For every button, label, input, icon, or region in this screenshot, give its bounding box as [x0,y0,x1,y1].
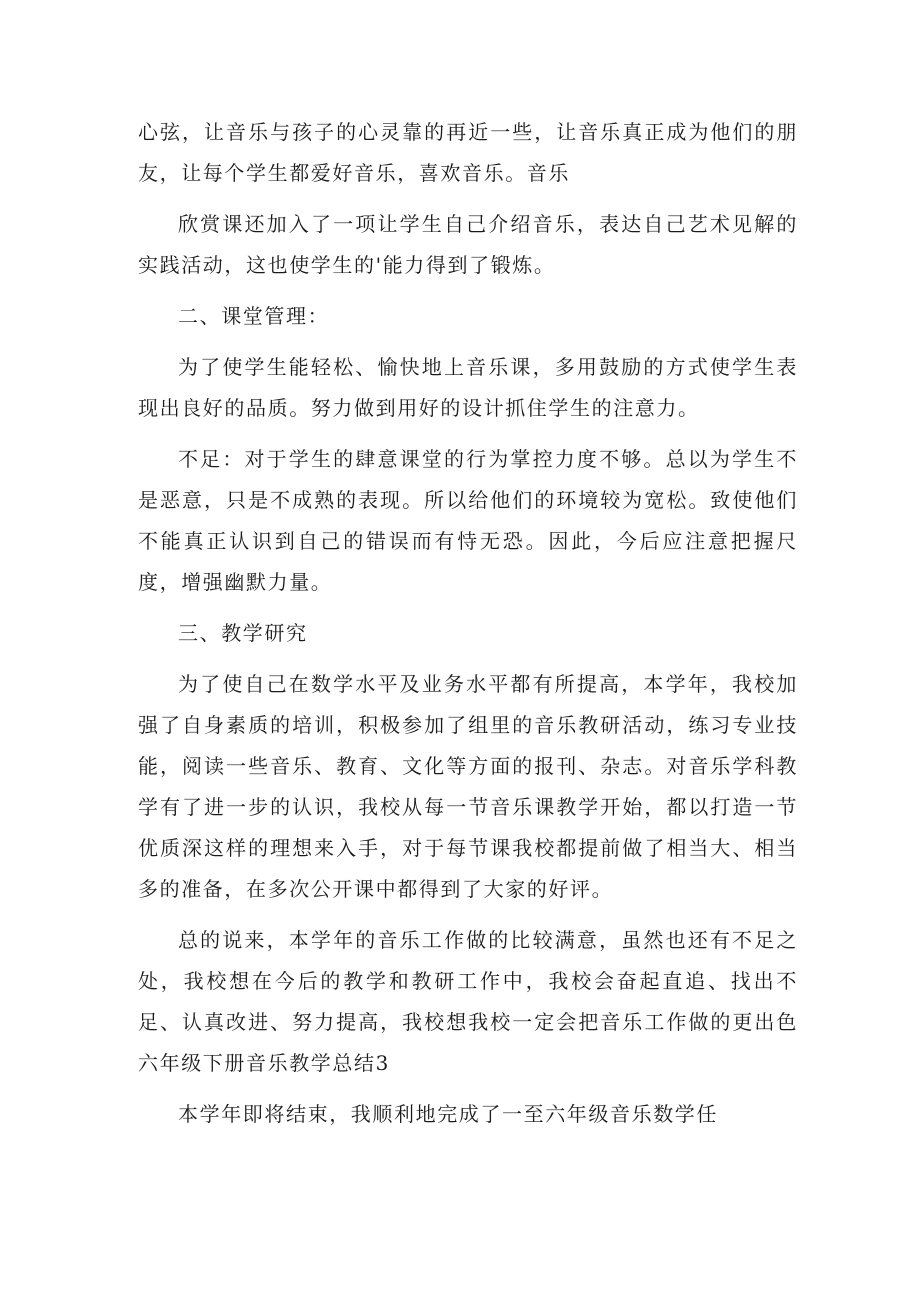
paragraph-appreciation-class: 欣赏课还加入了一项让学生自己介绍音乐，表达自己艺术见解的实践活动，这也使学生的'能力得到了锻炼。 [138,212,798,277]
paragraph-shortcomings: 不足：对于学生的肆意课堂的行为掌控力度不够。总以为学生不是恶意，只是不成熟的表现。所以给他们的环境较为宽松。致使他们不能真正认识到自己的错误而有恃无恐。因此，今后应注意把握尺度，增强幽默力量。 [138,447,798,594]
section-heading-teaching-research: 三、教学研究 [178,621,308,645]
paragraph-teaching-research: 为了使自己在数学水平及业务水平都有所提高，本学年，我校加强了自身素质的培训，积极参加了组里的音乐教研活动，练习专业技能，阅读一些音乐、教育、文化等方面的报刊、杂志。对音乐学科教学有了进一步的认识，我校从每一节音乐课教学开始，都以打造一节优质深这样的理想来入手，对于每节课我校都提前做了相当大、相当多的准备，在多次公开课中都得到了大家的好评。 [138,672,798,901]
document-body [138,112,798,1145]
paragraph-summary: 总的说来，本学年的音乐工作做的比较满意，虽然也还有不足之处，我校想在今后的教学和教研工作中，我校会奋起直追、找出不足、认真改进、努力提高，我校想我校一定会把音乐工作做的更出色六年级下册音乐教学总结3 [138,928,798,1075]
paragraph-year-end: 本学年即将结束，我顺利地完成了一至六年级音乐数学任 [178,1102,718,1126]
paragraph-continuation: 心弦，让音乐与孩子的心灵靠的再近一些，让音乐真正成为他们的朋友，让每个学生都爱好音乐，喜欢音乐。音乐 [138,120,798,185]
section-heading-classroom-management: 二、课堂管理： [178,304,330,328]
paragraph-classroom-management: 为了使学生能轻松、愉快地上音乐课，多用鼓励的方式使学生表现出良好的品质。努力做到用好的设计抓住学生的注意力。 [138,355,798,420]
